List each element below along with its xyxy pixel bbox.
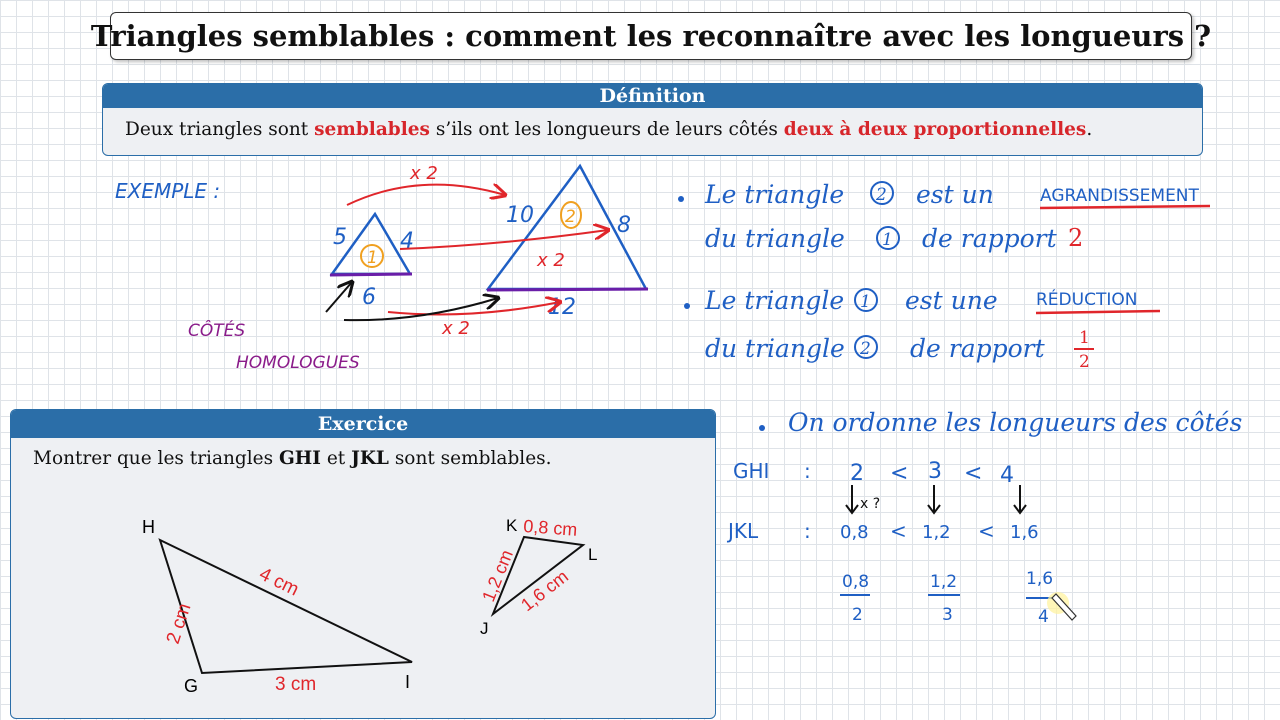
ghi-lt: < — [964, 461, 983, 486]
definition-header: Définition — [103, 84, 1202, 108]
triangle-ghi — [160, 540, 412, 673]
reduction-word: RÉDUCTION — [1036, 290, 1138, 310]
red-ratio-den: 2 — [1079, 352, 1090, 372]
reduction-underline — [1036, 311, 1160, 313]
definition-emphasis: deux à deux proportionnelles — [783, 119, 1087, 140]
times2-top-label: x 2 — [410, 163, 438, 184]
ghi-value: 3 — [928, 459, 942, 484]
definition-term: semblables — [314, 119, 430, 140]
arrow-homologous-small — [326, 282, 352, 312]
bullet-agrandissement — [678, 196, 684, 202]
cotes-label: CÔTÉS — [188, 321, 246, 341]
agr-circle-label: 2 — [876, 185, 887, 205]
red-circle2-label: 2 — [860, 339, 871, 359]
jkl-row-label: JKL — [728, 519, 759, 543]
jkl-value: 1,2 — [922, 522, 951, 543]
vertex-j-label: J — [480, 619, 489, 638]
bullet-reduction — [684, 303, 690, 309]
side-gi-label: 3 cm — [275, 674, 317, 695]
vertex-h-label: H — [142, 517, 155, 537]
jkl-value: 1,6 — [1010, 522, 1039, 543]
definition-text-part: s’ils ont les longueurs de leurs côtés — [429, 119, 784, 140]
ghi-value: 4 — [1000, 463, 1014, 488]
page-title: Triangles semblables : comment les reconnaître avec les longueurs ? — [110, 12, 1192, 60]
agr-circle2-label: 1 — [882, 230, 893, 250]
jkl-lt: < — [890, 519, 907, 543]
ghi-lt: < — [890, 461, 909, 486]
agr-line2-a: du triangle — [705, 224, 845, 253]
red-line1-b: est une — [905, 286, 998, 315]
small-side-right: 4 — [400, 229, 414, 254]
ratio-fractions — [840, 569, 1056, 627]
triangle-name-jkl: JKL — [351, 448, 389, 469]
ghi-order-row — [733, 459, 1014, 488]
triangle-ghi-figure — [142, 517, 412, 696]
big-side-left: 10 — [506, 203, 534, 228]
big-side-bottom: 12 — [548, 295, 576, 320]
red-circle-label: 1 — [860, 292, 871, 312]
jkl-value: 0,8 — [840, 522, 869, 543]
agr-line2-b: de rapport — [922, 224, 1057, 253]
big-triangle-label: 2 — [565, 207, 576, 227]
order-text: On ordonne les longueurs des côtés — [788, 408, 1243, 437]
big-triangle-base — [487, 289, 648, 290]
fraction-denominator: 3 — [942, 605, 953, 625]
triangle-name-ghi: GHI — [279, 448, 321, 469]
red-ratio-num: 1 — [1079, 328, 1090, 348]
red-line2-b: de rapport — [910, 334, 1045, 363]
agr-ratio: 2 — [1068, 224, 1084, 252]
agrandissement-word: AGRANDISSEMENT — [1040, 186, 1199, 206]
exemple-label: EXEMPLE : — [115, 179, 221, 203]
big-side-right: 8 — [617, 213, 631, 238]
fraction-denominator: 2 — [852, 605, 863, 625]
handwritten-example — [115, 163, 648, 373]
agr-line1-a: Le triangle — [705, 180, 845, 209]
small-side-left: 5 — [333, 225, 347, 250]
homologues-label: HOMOLOGUES — [236, 353, 360, 373]
fraction-numerator: 1,6 — [1026, 569, 1054, 589]
exercise-text-part: et — [320, 448, 352, 469]
down-arrow — [928, 485, 940, 513]
times2-bottom-label: x 2 — [442, 318, 470, 339]
down-arrow — [846, 485, 858, 513]
arrow-times2-mid — [400, 230, 608, 249]
red-line1-a: Le triangle — [705, 286, 845, 315]
jkl-lt: < — [978, 519, 995, 543]
exercise-text-part: sont semblables. — [388, 448, 552, 469]
agrandissement-underline — [1040, 206, 1210, 208]
ghi-row-label: GHI — [733, 459, 770, 483]
vertex-i-label: I — [405, 672, 411, 692]
handwritten-notes — [678, 180, 1242, 627]
exercise-text-part: Montrer que les triangles — [33, 448, 279, 469]
jkl-colon: : — [804, 519, 811, 543]
small-triangle-label: 1 — [367, 248, 378, 268]
vertex-k-label: K — [506, 516, 518, 535]
fraction-numerator: 1,2 — [930, 572, 958, 592]
fraction-numerator: 0,8 — [842, 572, 870, 592]
small-triangle-base — [330, 274, 412, 275]
pen-cursor-icon — [1047, 592, 1076, 620]
definition-text-part: Deux triangles sont — [125, 119, 315, 140]
times2-mid-label: x 2 — [537, 250, 565, 271]
triangle-jkl-figure — [478, 516, 597, 638]
small-side-bottom: 6 — [362, 285, 376, 310]
ghi-value: 2 — [850, 461, 864, 486]
exercise-header: Exercice — [11, 410, 715, 438]
arrow-times2-top — [347, 185, 505, 205]
vertex-l-label: L — [588, 545, 598, 564]
side-hg-label: 2 cm — [162, 600, 196, 647]
times-question-label: x ? — [860, 496, 881, 512]
ghi-colon: : — [804, 459, 811, 483]
red-line2-a: du triangle — [705, 334, 845, 363]
down-arrow — [1014, 485, 1026, 513]
side-jk-label: 1,2 cm — [478, 546, 517, 605]
jkl-order-row — [726, 519, 1039, 543]
side-jl-label: 1,6 cm — [517, 566, 573, 616]
definition-text-part: . — [1086, 119, 1093, 140]
fraction-denominator: 4 — [1038, 607, 1049, 627]
vertex-g-label: G — [184, 676, 199, 696]
side-hi-label: 4 cm — [255, 563, 303, 601]
side-kl-label: 0,8 cm — [522, 516, 579, 540]
bullet-order — [759, 425, 765, 431]
agr-line1-b: est un — [916, 180, 994, 209]
